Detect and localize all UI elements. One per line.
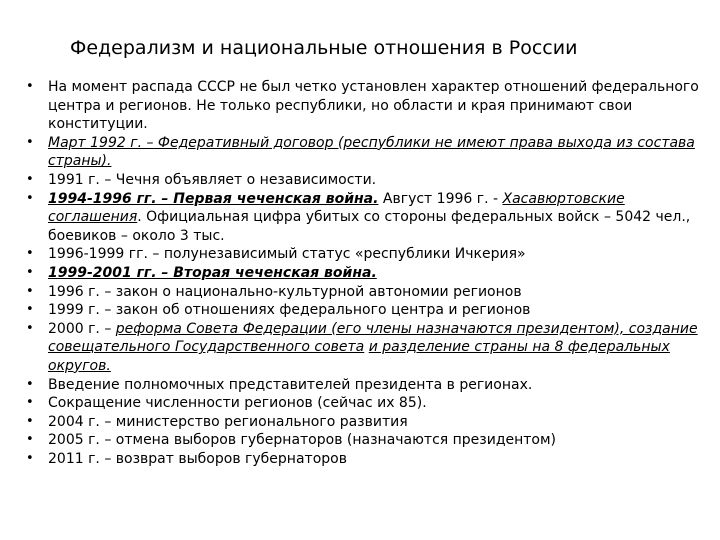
list-item bbox=[0, 394, 712, 413]
item-text: 1999 г. – закон об отношениях федерального центра и регионов bbox=[48, 302, 531, 319]
bullet-icon: • bbox=[26, 190, 34, 206]
bullet-icon: • bbox=[26, 395, 34, 411]
bullet-icon: • bbox=[26, 79, 34, 94]
list-item bbox=[0, 301, 712, 320]
item-text: Август 1996 г. - bbox=[378, 190, 503, 207]
list-item bbox=[0, 283, 712, 302]
list-item bbox=[0, 376, 712, 395]
emphasized-text: Хасавюртовские соглашения bbox=[48, 190, 625, 226]
item-text: . Официальная цифра убитых со стороны федеральных войск – 5042 чел., боевиков – около 3 тыс. bbox=[48, 209, 691, 244]
item-text: Сокращение численности регионов (сейчас их 85). bbox=[48, 395, 427, 412]
bullet-icon: • bbox=[26, 432, 34, 448]
list-item bbox=[0, 78, 712, 134]
bullet-icon: • bbox=[26, 171, 34, 187]
emphasized-text: реформа Совета Федерации (его члены назначаются президентом), создание совещательного Государственного совета bbox=[48, 320, 698, 356]
emphasized-text: Март 1992 г. – Федеративный договор (республики не имеют права выхода из состава страны). bbox=[48, 134, 695, 170]
bullet-icon: • bbox=[26, 413, 34, 429]
list-item bbox=[0, 320, 712, 376]
item-text: На момент распада СССР не был четко установлен характер отношений федерального центра и регионов. Не только республики, но области и края принимают свои конституции. bbox=[48, 79, 699, 133]
bullet-icon: • bbox=[26, 376, 34, 392]
bullet-icon: • bbox=[26, 134, 34, 150]
list-item bbox=[0, 264, 712, 283]
list-item bbox=[0, 134, 712, 171]
list-item bbox=[0, 450, 712, 469]
item-text: 2011 г. – возврат выборов губернаторов bbox=[48, 450, 347, 467]
bullet-list bbox=[0, 78, 720, 468]
item-text: Введение полномочных представителей президента в регионах. bbox=[48, 376, 533, 393]
page-title: Федерализм и национальные отношения в России bbox=[70, 37, 578, 59]
emphasized-text: 1994-1996 гг. – Первая чеченская война. bbox=[48, 190, 379, 207]
item-text: 2005 г. – отмена выборов губернаторов (назначаются президентом) bbox=[48, 432, 557, 449]
list-item bbox=[0, 413, 712, 432]
bullet-icon: • bbox=[26, 283, 34, 299]
item-text: 1996 г. – закон о национально-культурной автономии регионов bbox=[48, 283, 522, 300]
item-text: 2004 г. – министерство регионального развития bbox=[48, 413, 408, 430]
item-text: 2000 г. – bbox=[48, 320, 116, 337]
item-text: 1996-1999 гг. – полунезависимый статус «республики Ичкерия» bbox=[48, 246, 526, 263]
item-text: 1991 г. – Чечня объявляет о независимости. bbox=[48, 171, 377, 188]
list-item bbox=[0, 190, 712, 246]
bullet-icon: • bbox=[26, 246, 34, 262]
list-item bbox=[0, 431, 712, 450]
emphasized-text: и разделение страны на 8 федеральных округов. bbox=[48, 339, 670, 374]
bullet-icon: • bbox=[26, 320, 34, 336]
list-item bbox=[0, 245, 712, 264]
emphasized-text: 1999-2001 гг. – Вторая чеченская война. bbox=[48, 264, 377, 281]
bullet-icon: • bbox=[26, 450, 34, 466]
bullet-icon: • bbox=[26, 302, 34, 318]
list-item bbox=[0, 171, 712, 190]
bullet-icon: • bbox=[26, 264, 34, 280]
